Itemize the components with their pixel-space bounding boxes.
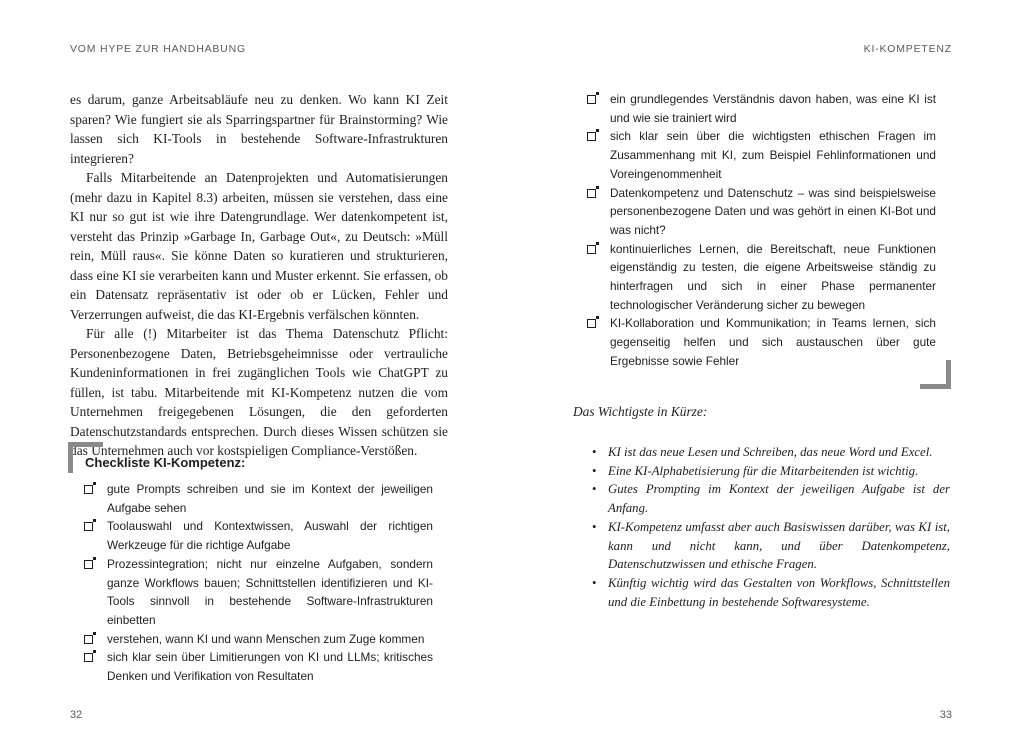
checklist-item-text: Toolauswahl und Kontextwissen, Auswahl der richtigen Werkzeuge für die richtige Aufgabe bbox=[107, 519, 433, 553]
checkbox-icon bbox=[587, 132, 596, 141]
paragraph: Für alle (!) Mitarbeiter ist das Thema Datenschutz Pflicht: Personenbezogene Daten, Betriebsgeheimnisse oder vertrauliche Kundeninformationen in frei zugänglichen Tools wie ChatGPT zu füllen, ist tabu. Mitarbeitende mit KI-Kompetenz nutzen die vom Unternehmen freigegebenen Lösungen, die den geforderten Datenschutzstandards entsprechen. Durch dieses Wissen schützen sie das Unternehmen auch vor kostspieligen Compliance-Verstößen. bbox=[70, 326, 448, 458]
checklist-item-text: verstehen, wann KI und wann Menschen zum Zuge kommen bbox=[107, 631, 425, 646]
checklist-item bbox=[587, 240, 936, 315]
paragraph: es darum, ganze Arbeitsabläufe neu zu denken. Wo kann KI Zeit sparen? Wie fungiert sie als Sparringspartner für Brainstorming? Wie lassen sich KI-Tools in bestehende Software-Infrastrukturen integrieren? bbox=[70, 92, 448, 166]
checklist-item-text: Prozessintegration; nicht nur einzelne Aufgaben, sondern ganze Workflows bauen; Schnittstellen identifizieren und KI-Tools sinnvoll in bestehende Software-Infrastrukturen einbetten bbox=[107, 556, 433, 627]
body-text bbox=[70, 90, 448, 461]
running-head-right: KI-KOMPETENZ bbox=[863, 43, 952, 55]
summary-list bbox=[592, 443, 950, 611]
checkbox-icon bbox=[84, 560, 93, 569]
checkbox-icon bbox=[84, 653, 93, 662]
page-number-right: 33 bbox=[939, 709, 952, 721]
checkbox-icon bbox=[84, 485, 93, 494]
checkbox-icon bbox=[84, 635, 93, 644]
checklist-item bbox=[84, 630, 433, 649]
summary-title: Das Wichtigste in Kürze: bbox=[573, 404, 708, 419]
checklist-item-text: kontinuierliches Lernen, die Bereitschaft, neue Funktionen eigenständig zu testen, die eigene Arbeitsweise ständig zu hinterfragen und sich in einer Phase permanenter technologischer Veränderung sicher zu bewegen bbox=[610, 241, 936, 312]
checklist-item bbox=[84, 555, 433, 630]
checklist-item-text: sich klar sein über Limitierungen von KI und LLMs; kritisches Denken und Verifikation von Resultaten bbox=[107, 650, 433, 684]
checkbox-icon bbox=[587, 319, 596, 328]
checklist-item-text: ein grundlegendes Verständnis davon haben, was eine KI ist und wie sie trainiert wird bbox=[610, 92, 936, 125]
summary-item: • KI-Kompetenz umfasst aber auch Basiswissen darüber, was KI ist, kann und nicht kann, und über Datenkompetenz, Datenschutzwissen und ethische Fragen. bbox=[592, 518, 950, 574]
checkbox-icon bbox=[587, 189, 596, 198]
paragraph: Falls Mitarbeitende an Datenprojekten und Automatisierungen (mehr dazu in Kapitel 8.3) arbeiten, müssen sie verstehen, dass eine KI nur so gut ist wie ihre Datengrundlage. Wer datenkompetent ist, versteht das Prinzip »Garbage In, Garbage Out«, zu Deutsch: »Müll rein, Müll raus«. Sie könne Daten so kuratieren und strukturieren, dass eine KI sie verarbeiten kann und Muster erkennt. Sie erfassen, ob ein Datensatz repräsentativ ist oder ob er Lücken, Fehler und Verzerrungen aufweist, die das KI-Ergebnis verfälschen könnten. bbox=[70, 170, 448, 322]
page-number-left: 32 bbox=[70, 709, 83, 721]
checklist-item bbox=[587, 127, 936, 183]
checkbox-icon bbox=[587, 245, 596, 254]
checklist-item-text: sich klar sein über die wichtigsten ethischen Fragen im Zusammenhang mit KI, zum Beispiel Fehlinformationen und Voreingenommenheit bbox=[610, 129, 936, 181]
summary-item: • Eine KI-Alphabetisierung für die Mitarbeitenden ist wichtig. bbox=[592, 462, 950, 481]
checkbox-icon bbox=[84, 522, 93, 531]
checklist-right bbox=[587, 90, 936, 371]
checklist-item-text: Datenkompetenz und Datenschutz – was sind beispielsweise personenbezogene Daten und was gehört in einen KI-Bot und was nicht? bbox=[610, 185, 936, 237]
summary-item: • Gutes Prompting im Kontext der jeweiligen Aufgabe ist der Anfang. bbox=[592, 480, 950, 517]
summary-item: • KI ist das neue Lesen und Schreiben, das neue Word und Excel. bbox=[592, 443, 950, 462]
checklist-item bbox=[84, 480, 433, 517]
summary-item: • Künftig wichtig wird das Gestalten von Workflows, Schnittstellen und die Einbettung in bestehende Softwaresysteme. bbox=[592, 574, 950, 611]
checklist-item bbox=[84, 517, 433, 554]
checklist-item-text: KI-Kollaboration und Kommunikation; in Teams lernen, sich gegenseitig helfen und sich austauschen über gute Ergebnisse sowie Fehler bbox=[610, 316, 936, 368]
running-head-left: VOM HYPE ZUR HANDHABUNG bbox=[70, 43, 246, 55]
checkbox-icon bbox=[587, 95, 596, 104]
checklist-item bbox=[84, 648, 433, 685]
checklist-item bbox=[587, 314, 936, 370]
checklist-left bbox=[84, 480, 433, 686]
checklist-title: Checkliste KI-Kompetenz: bbox=[85, 455, 246, 470]
checklist-item-text: gute Prompts schreiben und sie im Kontext der jeweiligen Aufgabe sehen bbox=[107, 482, 433, 515]
box-corner-bottom-right bbox=[920, 360, 951, 389]
checklist-item bbox=[587, 90, 936, 127]
checklist-item bbox=[587, 184, 936, 240]
